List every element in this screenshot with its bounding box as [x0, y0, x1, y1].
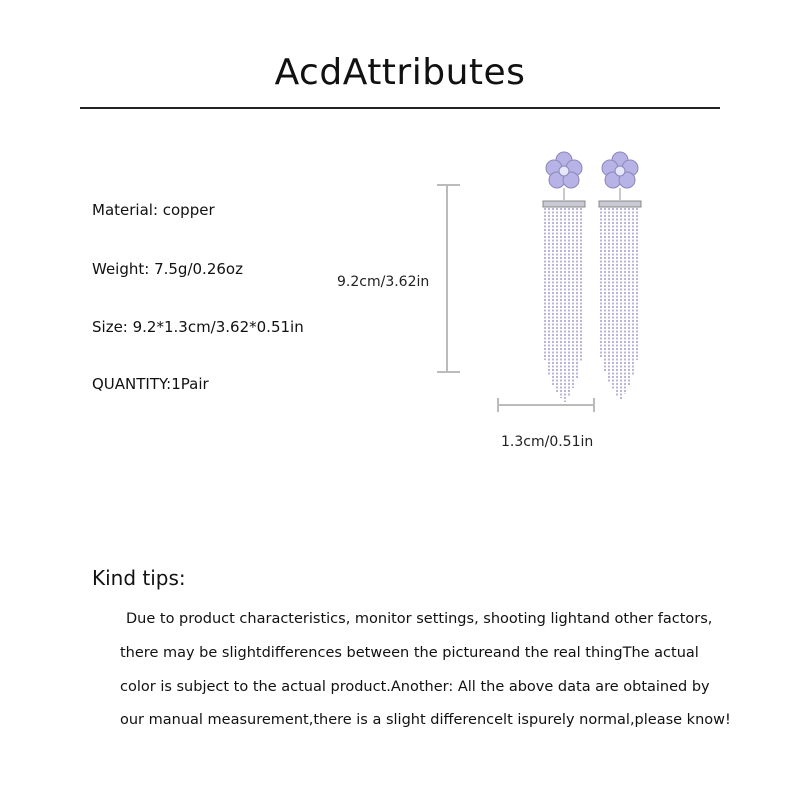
attribute-material: Material: copper	[92, 201, 215, 219]
attribute-quantity: QUANTITY:1Pair	[92, 375, 209, 393]
tip-line: our manual measurement,there is a slight differencelt ispurely normal,please know!	[120, 712, 731, 728]
attribute-weight: Weight: 7.5g/0.26oz	[92, 260, 243, 278]
tip-line: Due to product characteristics, monitor settings, shooting lightand other factors,	[126, 611, 713, 627]
kind-tips-heading: Kind tips:	[92, 566, 186, 590]
flower-stud-icon	[602, 152, 638, 200]
page-title: AcdAttributes	[274, 52, 526, 93]
width-dimension-line	[498, 398, 594, 412]
tip-line: color is subject to the actual product.Another: All the above data are obtained by	[120, 679, 710, 695]
height-dimension-line	[437, 185, 460, 372]
flower-stud-icon	[546, 152, 582, 200]
tip-line: there may be slightdifferences between the pictureand the real thingThe actual	[120, 645, 699, 661]
tassel-earrings-icon	[599, 152, 641, 400]
tassel-strands	[545, 208, 581, 402]
attribute-size: Size: 9.2*1.3cm/3.62*0.51in	[92, 318, 304, 336]
tassel-strands	[601, 208, 637, 400]
height-dimension-label: 9.2cm/3.62in	[337, 274, 430, 290]
tassel-earrings-icon	[543, 152, 585, 402]
width-dimension-label: 1.3cm/0.51in	[501, 434, 594, 450]
